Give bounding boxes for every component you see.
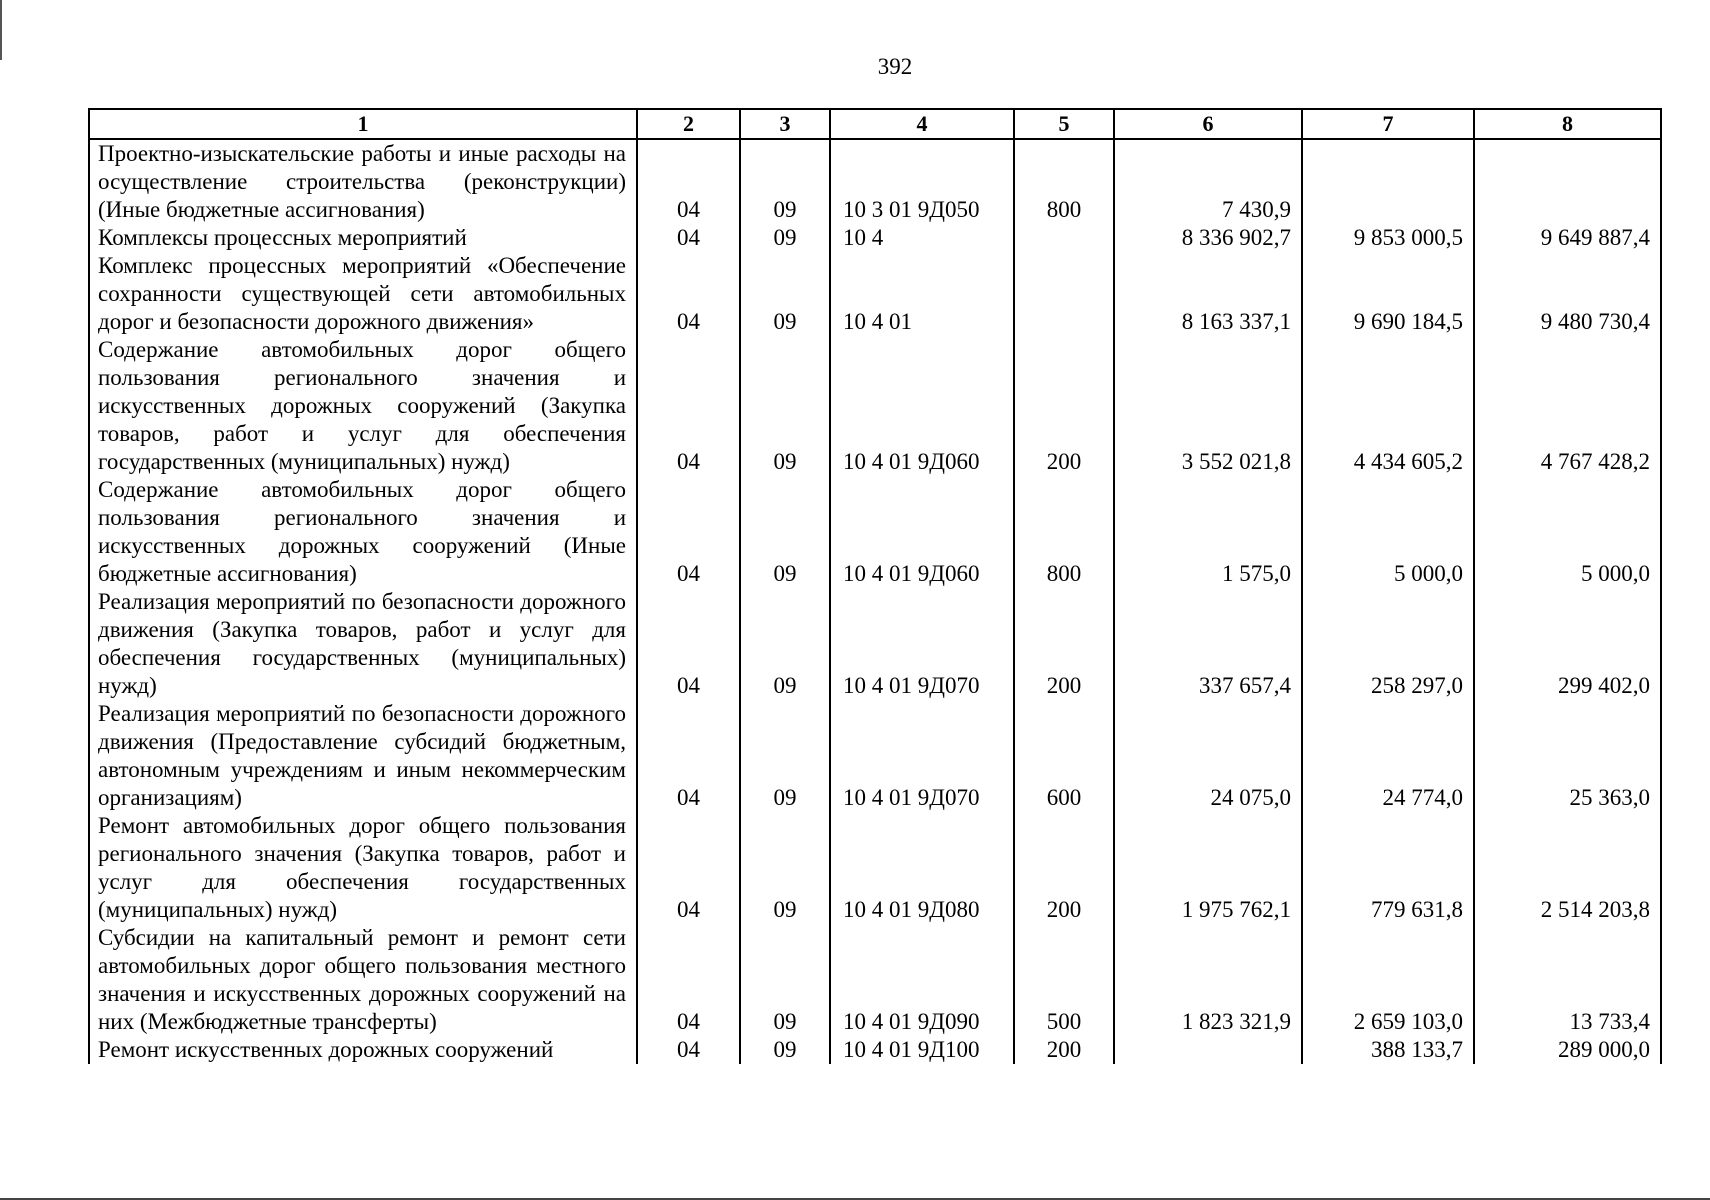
header-col-2: 2 [637,109,740,139]
row-expense-type [1014,252,1114,336]
row-target-code: 10 4 01 9Д060 [830,476,1014,588]
row-value-7: 388 133,7 [1302,1036,1474,1064]
table-header-row [89,109,1661,139]
row-value-8: 13 733,4 [1474,924,1661,1036]
row-value-8: 2 514 203,8 [1474,812,1661,924]
row-value-8: 25 363,0 [1474,700,1661,812]
row-expense-type: 800 [1014,476,1114,588]
row-subsection: 09 [740,336,830,476]
row-value-6: 1 823 321,9 [1114,924,1302,1036]
row-value-7: 779 631,8 [1302,812,1474,924]
row-target-code: 10 4 01 9Д100 [830,1036,1014,1064]
row-target-code: 10 3 01 9Д050 [830,139,1014,224]
row-subsection: 09 [740,252,830,336]
row-name: Реализация мероприятий по безопасности дорожного движения (Закупка товаров, работ и услуг для обеспечения государственных (муниципальных) нужд) [89,588,637,700]
row-name: Реализация мероприятий по безопасности дорожного движения (Предоставление субсидий бюджетным, автономным учреждениям и иным некоммерческим организациям) [89,700,637,812]
row-target-code: 10 4 01 9Д070 [830,588,1014,700]
row-subsection: 09 [740,812,830,924]
budget-table [88,108,1662,1064]
row-value-7: 5 000,0 [1302,476,1474,588]
row-section: 04 [637,588,740,700]
row-expense-type: 200 [1014,812,1114,924]
row-expense-type [1014,224,1114,252]
row-value-7: 9 690 184,5 [1302,252,1474,336]
row-target-code: 10 4 [830,224,1014,252]
row-subsection: 09 [740,139,830,224]
row-expense-type: 200 [1014,336,1114,476]
row-value-7: 9 853 000,5 [1302,224,1474,252]
header-col-1: 1 [89,109,637,139]
row-section: 04 [637,336,740,476]
header-col-5: 5 [1014,109,1114,139]
row-target-code: 10 4 01 9Д090 [830,924,1014,1036]
header-col-4: 4 [830,109,1014,139]
header-col-8: 8 [1474,109,1661,139]
row-value-6: 337 657,4 [1114,588,1302,700]
header-col-3: 3 [740,109,830,139]
header-col-6: 6 [1114,109,1302,139]
row-subsection: 09 [740,700,830,812]
row-value-6: 24 075,0 [1114,700,1302,812]
row-value-6: 1 575,0 [1114,476,1302,588]
page-number: 392 [877,54,913,79]
row-value-8: 9 480 730,4 [1474,252,1661,336]
row-section: 04 [637,139,740,224]
row-section: 04 [637,1036,740,1064]
row-section: 04 [637,700,740,812]
row-value-8: 9 649 887,4 [1474,224,1661,252]
row-expense-type: 800 [1014,139,1114,224]
row-value-7: 258 297,0 [1302,588,1474,700]
row-expense-type: 200 [1014,1036,1114,1064]
row-section: 04 [637,924,740,1036]
row-value-7: 2 659 103,0 [1302,924,1474,1036]
row-target-code: 10 4 01 9Д070 [830,700,1014,812]
row-name: Ремонт автомобильных дорог общего пользования регионального значения (Закупка товаров, работ и услуг для обеспечения государственных (муниципальных) нужд) [89,812,637,924]
row-subsection: 09 [740,224,830,252]
row-value-8: 5 000,0 [1474,476,1661,588]
row-name: Проектно-изыскательские работы и иные расходы на осуществление строительства (реконструкции) (Иные бюджетные ассигнования) [89,139,637,224]
row-value-8 [1474,139,1661,224]
row-section: 04 [637,224,740,252]
table-row [89,224,1661,252]
row-value-6: 8 336 902,7 [1114,224,1302,252]
row-subsection: 09 [740,588,830,700]
table-row [89,476,1661,588]
table-row [89,924,1661,1036]
row-name: Ремонт искусственных дорожных сооружений [89,1036,637,1064]
table-row [89,700,1661,812]
row-value-8: 4 767 428,2 [1474,336,1661,476]
row-name: Субсидии на капитальный ремонт и ремонт сети автомобильных дорог общего пользования местного значения и искусственных дорожных сооружений на них (Межбюджетные трансферты) [89,924,637,1036]
row-name: Содержание автомобильных дорог общего пользования регионального значения и искусственных дорожных сооружений (Закупка товаров, работ и услуг для обеспечения государственных (муниципальных) нужд) [89,336,637,476]
row-target-code: 10 4 01 9Д080 [830,812,1014,924]
row-expense-type: 200 [1014,588,1114,700]
table-row [89,1036,1661,1064]
row-name: Комплекс процессных мероприятий «Обеспечение сохранности существующей сети автомобильных дорог и безопасности дорожного движения» [89,252,637,336]
row-value-6: 3 552 021,8 [1114,336,1302,476]
table-row [89,812,1661,924]
table-row [89,139,1661,224]
row-subsection: 09 [740,1036,830,1064]
row-value-7: 24 774,0 [1302,700,1474,812]
row-value-7 [1302,139,1474,224]
header-col-7: 7 [1302,109,1474,139]
table-row [89,252,1661,336]
row-section: 04 [637,252,740,336]
row-value-8: 289 000,0 [1474,1036,1661,1064]
scan-edge-left [0,0,2,60]
row-target-code: 10 4 01 [830,252,1014,336]
row-section: 04 [637,812,740,924]
row-expense-type: 600 [1014,700,1114,812]
row-value-6: 8 163 337,1 [1114,252,1302,336]
row-target-code: 10 4 01 9Д060 [830,336,1014,476]
row-section: 04 [637,476,740,588]
row-value-8: 299 402,0 [1474,588,1661,700]
row-subsection: 09 [740,924,830,1036]
row-value-6: 1 975 762,1 [1114,812,1302,924]
table-row [89,588,1661,700]
row-expense-type: 500 [1014,924,1114,1036]
row-name: Комплексы процессных мероприятий [89,224,637,252]
row-value-6 [1114,1036,1302,1064]
row-value-6: 7 430,9 [1114,139,1302,224]
table-row [89,336,1661,476]
row-name: Содержание автомобильных дорог общего пользования регионального значения и искусственных дорожных сооружений (Иные бюджетные ассигнования) [89,476,637,588]
row-value-7: 4 434 605,2 [1302,336,1474,476]
row-subsection: 09 [740,476,830,588]
